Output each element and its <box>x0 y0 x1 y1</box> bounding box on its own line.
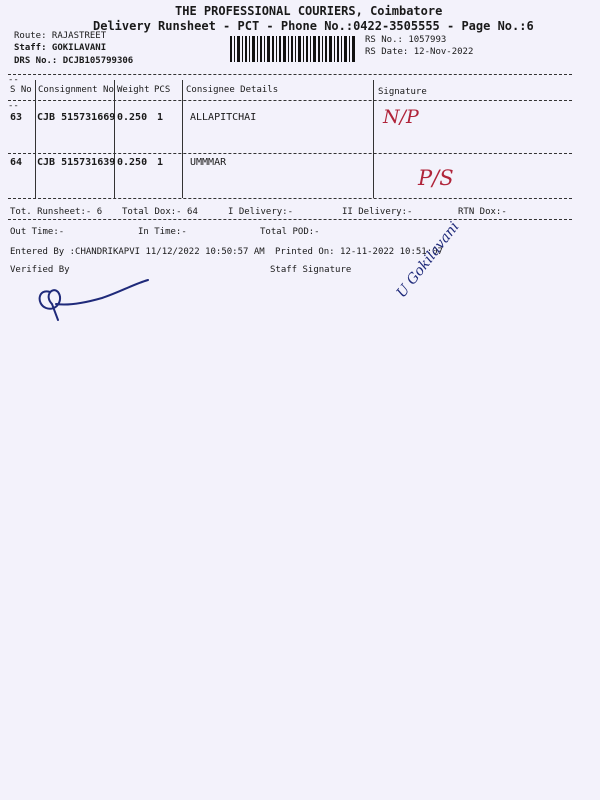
out-time: Out Time:- <box>10 227 65 237</box>
printed-on: Printed On: 12-11-2022 10:51:07 <box>275 247 443 257</box>
entered-by: Entered By :CHANDRIKAPVI 11/12/2022 10:50:57 AM <box>10 247 265 257</box>
rule-table-bottom <box>8 198 572 199</box>
staff-label: Staff: GOKILAVANI <box>14 43 107 53</box>
row-consignee: ALLAPITCHAI <box>190 112 257 123</box>
total-dox: Total Dox:- 64 <box>122 207 198 217</box>
row-divider <box>8 153 572 154</box>
row-signature-mark: P/S <box>418 166 454 190</box>
rule-header <box>8 100 572 101</box>
col-header-weight: Weight <box>117 85 150 95</box>
verified-by-label: Verified By <box>10 265 70 275</box>
row-sno: 64 <box>10 157 23 168</box>
col-divider <box>35 80 36 198</box>
ii-delivery: II Delivery:- <box>342 207 413 217</box>
col-divider <box>373 80 374 198</box>
in-time: In Time:- <box>138 227 187 237</box>
staff-handwritten-signature: U Gokilavani <box>393 219 463 301</box>
row-pcs: 1 <box>157 112 164 123</box>
total-pod: Total POD:- <box>260 227 320 237</box>
col-header-pcs: PCS <box>154 85 171 95</box>
col-divider <box>114 80 115 198</box>
col-header-consignee: Consignee Details <box>186 85 279 95</box>
rule-marker: -- <box>8 101 19 111</box>
rule-totals <box>8 219 572 220</box>
row-pcs: 1 <box>157 157 164 168</box>
total-runsheet: Tot. Runsheet:- 6 <box>10 207 103 217</box>
row-sno: 63 <box>10 112 23 123</box>
row-consignee: UMMMAR <box>190 157 227 168</box>
col-header-sno: S No <box>10 85 32 95</box>
row-signature-mark: N/P <box>383 106 419 128</box>
rtn-dox: RTN Dox:- <box>458 207 507 217</box>
company-name: THE PROFESSIONAL COURIERS, Coimbatore <box>175 4 443 18</box>
verifier-signature <box>30 270 170 330</box>
rs-number: RS No.: 1057993 <box>365 35 447 45</box>
rule-top <box>8 74 572 75</box>
col-divider <box>182 80 183 198</box>
col-header-signature: Signature <box>378 87 427 97</box>
runsheet-subtitle: Delivery Runsheet - PCT - Phone No.:0422-3505555 - Page No.:6 <box>93 19 534 33</box>
i-delivery: I Delivery:- <box>228 207 294 217</box>
rs-date: RS Date: 12-Nov-2022 <box>365 47 474 57</box>
route-label: Route: RAJASTREET <box>14 31 107 41</box>
col-header-consignment: Consignment No <box>38 85 114 95</box>
row-weight: 0.250 <box>117 157 148 168</box>
row-consignment: CJB 515731639 <box>37 157 116 168</box>
row-consignment: CJB 515731669 <box>37 112 116 123</box>
barcode <box>230 36 356 62</box>
staff-signature-label: Staff Signature <box>270 265 352 275</box>
drs-number: DRS No.: DCJB105799306 <box>14 56 134 66</box>
rule-marker: -- <box>8 75 19 85</box>
row-weight: 0.250 <box>117 112 148 123</box>
